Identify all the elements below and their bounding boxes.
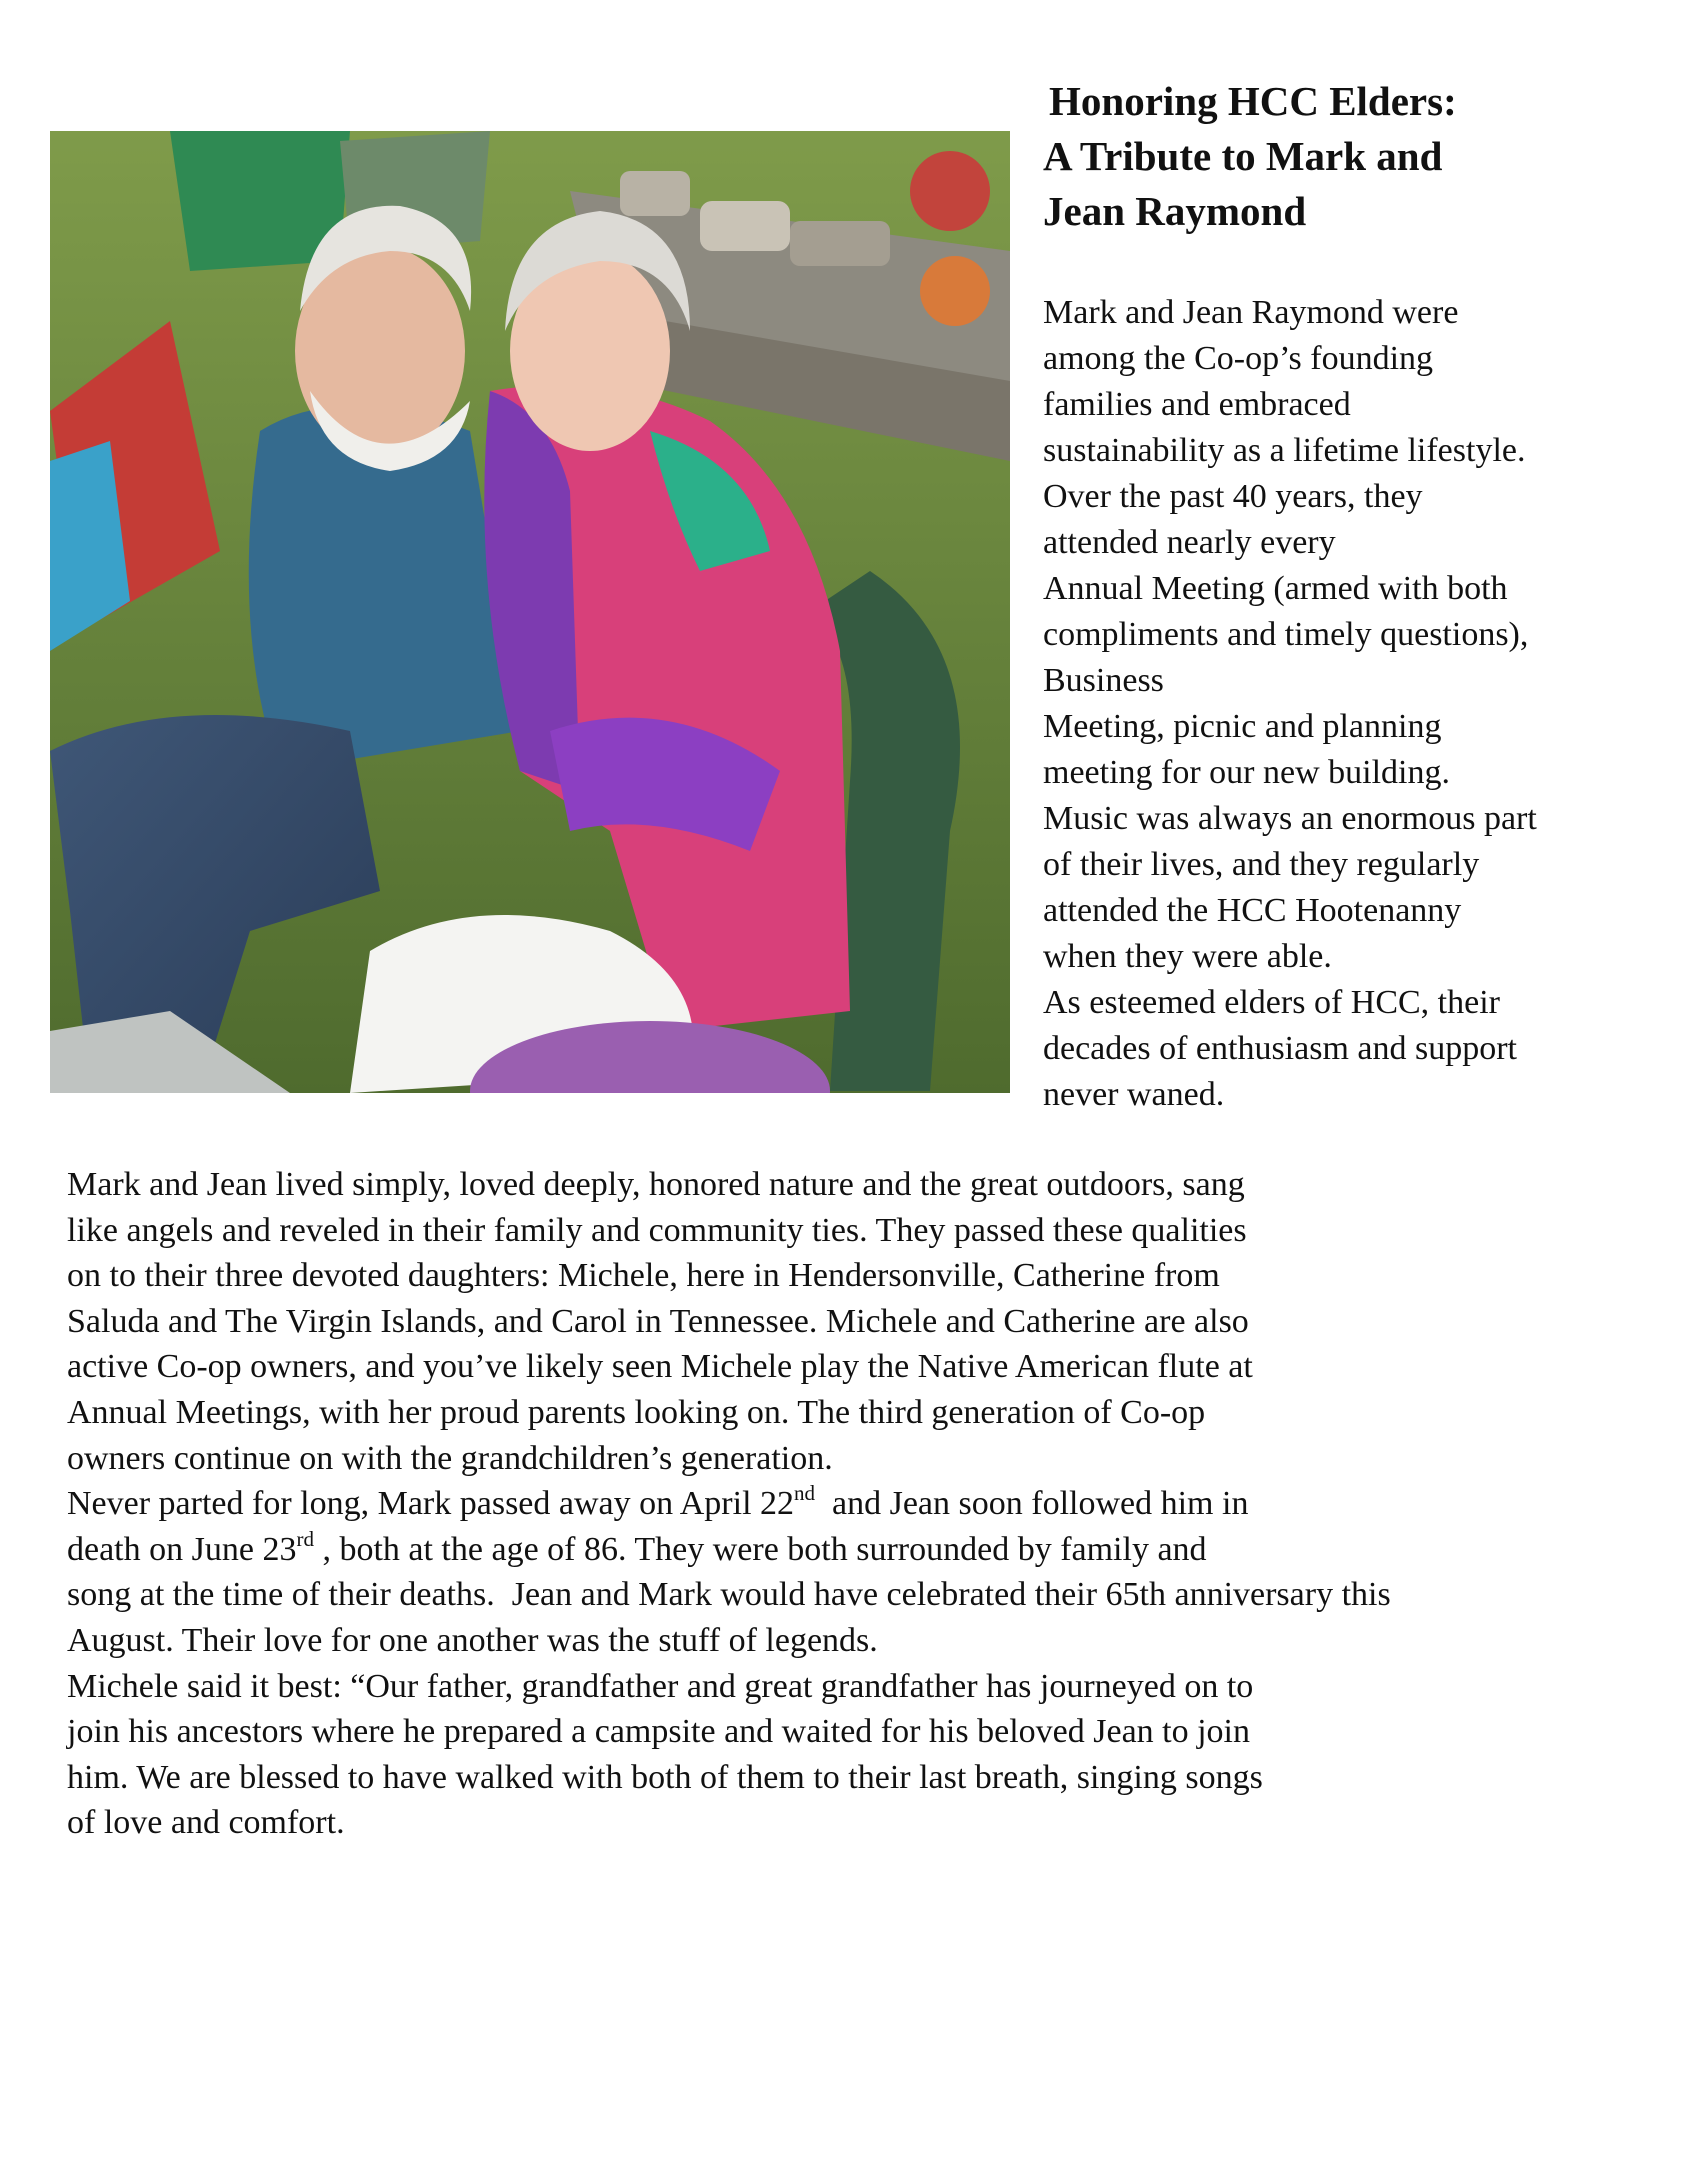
date-ordinal-suffix: rd [296, 1526, 314, 1551]
body-line: him. We are blessed to have walked with both of them to their last breath, singing songs [67, 1758, 1263, 1796]
side-line: Mark and Jean Raymond were [1043, 294, 1459, 331]
body-line: on to their three devoted daughters: Michele, here in Hendersonville, Catherine from [67, 1257, 1220, 1295]
body-line: song at the time of their deaths. Jean and Mark would have celebrated their 65th anniversary this [67, 1576, 1391, 1614]
side-line: meeting for our new building. [1043, 754, 1450, 791]
couple-photo-illustration [50, 131, 1010, 1093]
body-line: Mark and Jean lived simply, loved deeply, honored nature and the great outdoors, sang [67, 1166, 1245, 1203]
side-line: decades of enthusiasm and support [1043, 1030, 1517, 1067]
side-line: As esteemed elders of HCC, their [1043, 984, 1500, 1021]
body-text-segment: Never parted for long, Mark passed away on April 22 [67, 1485, 795, 1523]
side-line: of their lives, and they regularly [1043, 846, 1480, 883]
body-text-segment: death on June 23 [67, 1530, 297, 1568]
body-line: Michele said it best: “Our father, grandfather and great grandfather has journeyed on to [67, 1667, 1254, 1705]
side-line: attended nearly every [1043, 524, 1336, 561]
side-line: Business [1043, 662, 1164, 699]
body-text-segment: , both at the age of 86. They were both surrounded by family and [313, 1530, 1207, 1568]
body-line: Saluda and The Virgin Islands, and Carol in Tennessee. Michele and Catherine are also [67, 1302, 1249, 1340]
body-line: August. Their love for one another was the stuff of legends. [67, 1621, 878, 1659]
body-paragraph [67, 1162, 1667, 1846]
body-line-with-date [67, 1481, 1667, 1527]
couple-photo [50, 131, 1010, 1093]
side-paragraph [1043, 290, 1663, 1118]
side-line: sustainability as a lifetime lifestyle. [1043, 432, 1526, 469]
side-line: attended the HCC Hootenanny [1043, 892, 1462, 929]
side-line: Over the past 40 years, they [1043, 478, 1423, 515]
body-line: owners continue on with the grandchildren’s generation. [67, 1439, 833, 1477]
body-line: active Co-op owners, and you’ve likely seen Michele play the Native American flute at [67, 1348, 1253, 1386]
body-line: join his ancestors where he prepared a campsite and waited for his beloved Jean to join [67, 1713, 1250, 1751]
side-line: Music was always an enormous part [1043, 800, 1537, 837]
body-line: of love and comfort. [67, 1804, 345, 1842]
side-line: never waned. [1043, 1076, 1225, 1113]
title-line: A Tribute to Mark and [1043, 133, 1443, 179]
side-line: compliments and timely questions), [1043, 616, 1529, 653]
side-line: Annual Meeting (armed with both [1043, 570, 1508, 607]
title-line: Jean Raymond [1043, 188, 1307, 234]
side-line: when they were able. [1043, 938, 1332, 975]
date-ordinal-suffix: nd [794, 1481, 816, 1506]
body-text-segment: and Jean soon followed him in [815, 1485, 1249, 1523]
body-line: like angels and reveled in their family and community ties. They passed these qualities [67, 1211, 1247, 1249]
side-line: families and embraced [1043, 386, 1351, 423]
body-line-with-date [67, 1527, 1667, 1573]
side-line: Meeting, picnic and planning [1043, 708, 1442, 745]
article-title [1043, 74, 1643, 239]
body-line: Annual Meetings, with her proud parents looking on. The third generation of Co-op [67, 1393, 1206, 1431]
side-line: among the Co-op’s founding [1043, 340, 1434, 377]
title-line: Honoring HCC Elders: [1049, 78, 1457, 124]
